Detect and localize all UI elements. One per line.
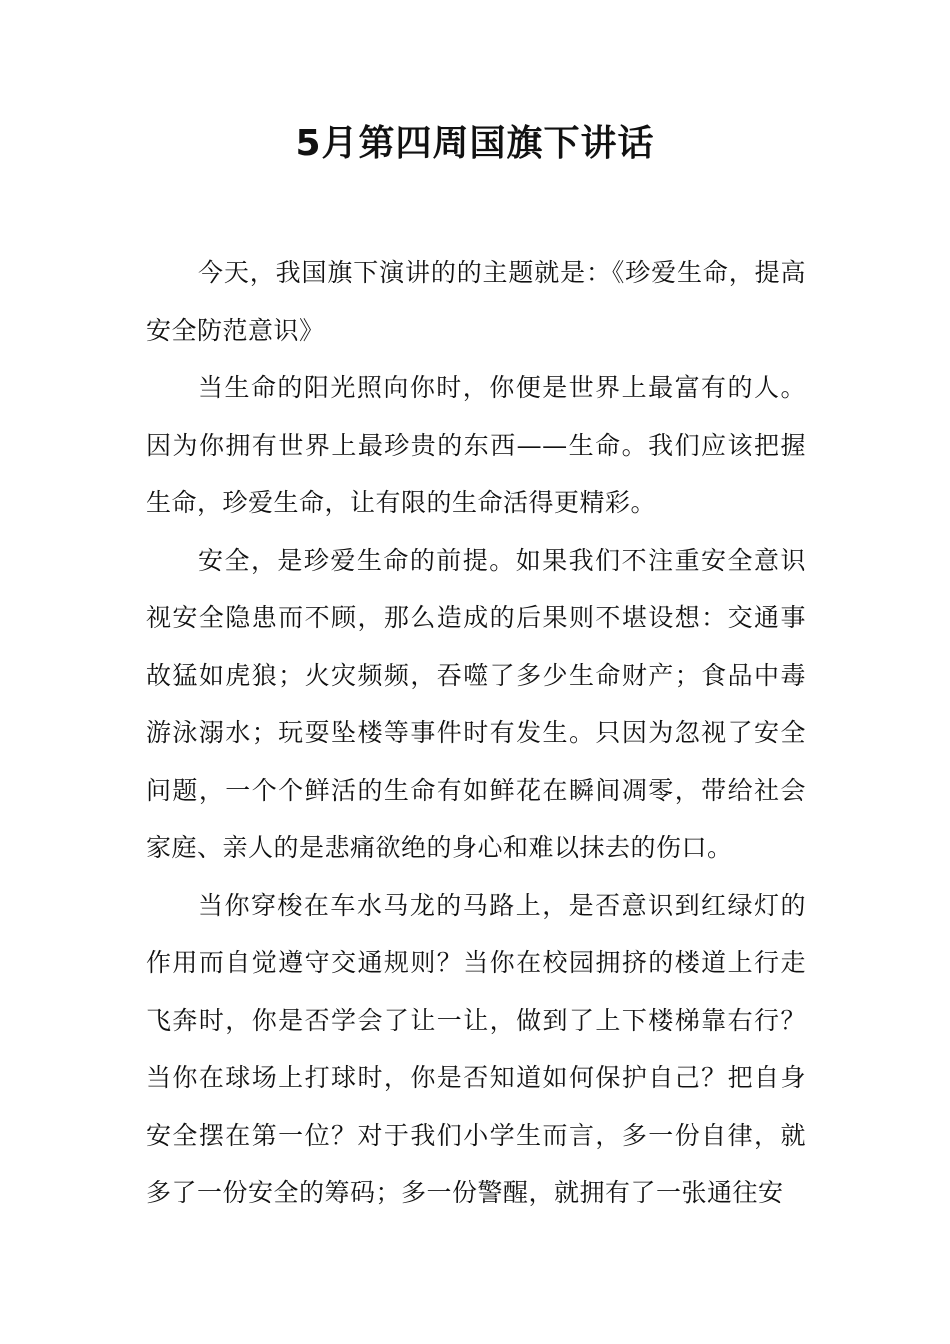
paragraph-3: 安全，是珍爱生命的前提。如果我们不注重安全意识视安全隐患而不顾，那么造成的后果则不堪设想：交通事故猛如虎狼；火灾频频，吞噬了多少生命财产；食品中毒游泳溺水；玩耍坠楼等事件时有发生。只因为忽视了安全问题，一个个鲜活的生命有如鲜花在瞬间凋零，带给社会家庭、亲人的是悲痛欲绝的身心和难以抹去的伤口。 (146, 545, 806, 862)
paragraph-4: 当你穿梭在车水马龙的马路上，是否意识到红绿灯的作用而自觉遵守交通规则？当你在校园拥挤的楼道上行走飞奔时，你是否学会了让一让，做到了上下楼梯靠右行？当你在球场上打球时，你是否知道如何保护自己？把自身安全摆在第一位？对于我们小学生而言，多一份自律，就多了一份安全的筹码；多一份警醒，就拥有了一张通往安 (146, 890, 806, 1207)
page-title: 5月第四周国旗下讲话 (295, 123, 655, 164)
document-body (146, 244, 806, 1222)
paragraph-2: 当生命的阳光照向你时，你便是世界上最富有的人。因为你拥有世界上最珍贵的东西——生命。我们应该把握生命，珍爱生命，让有限的生命活得更精彩。 (146, 373, 806, 517)
paragraph-1: 今天，我国旗下演讲的的主题就是：《珍爱生命，提高安全防范意识》 (146, 258, 806, 345)
